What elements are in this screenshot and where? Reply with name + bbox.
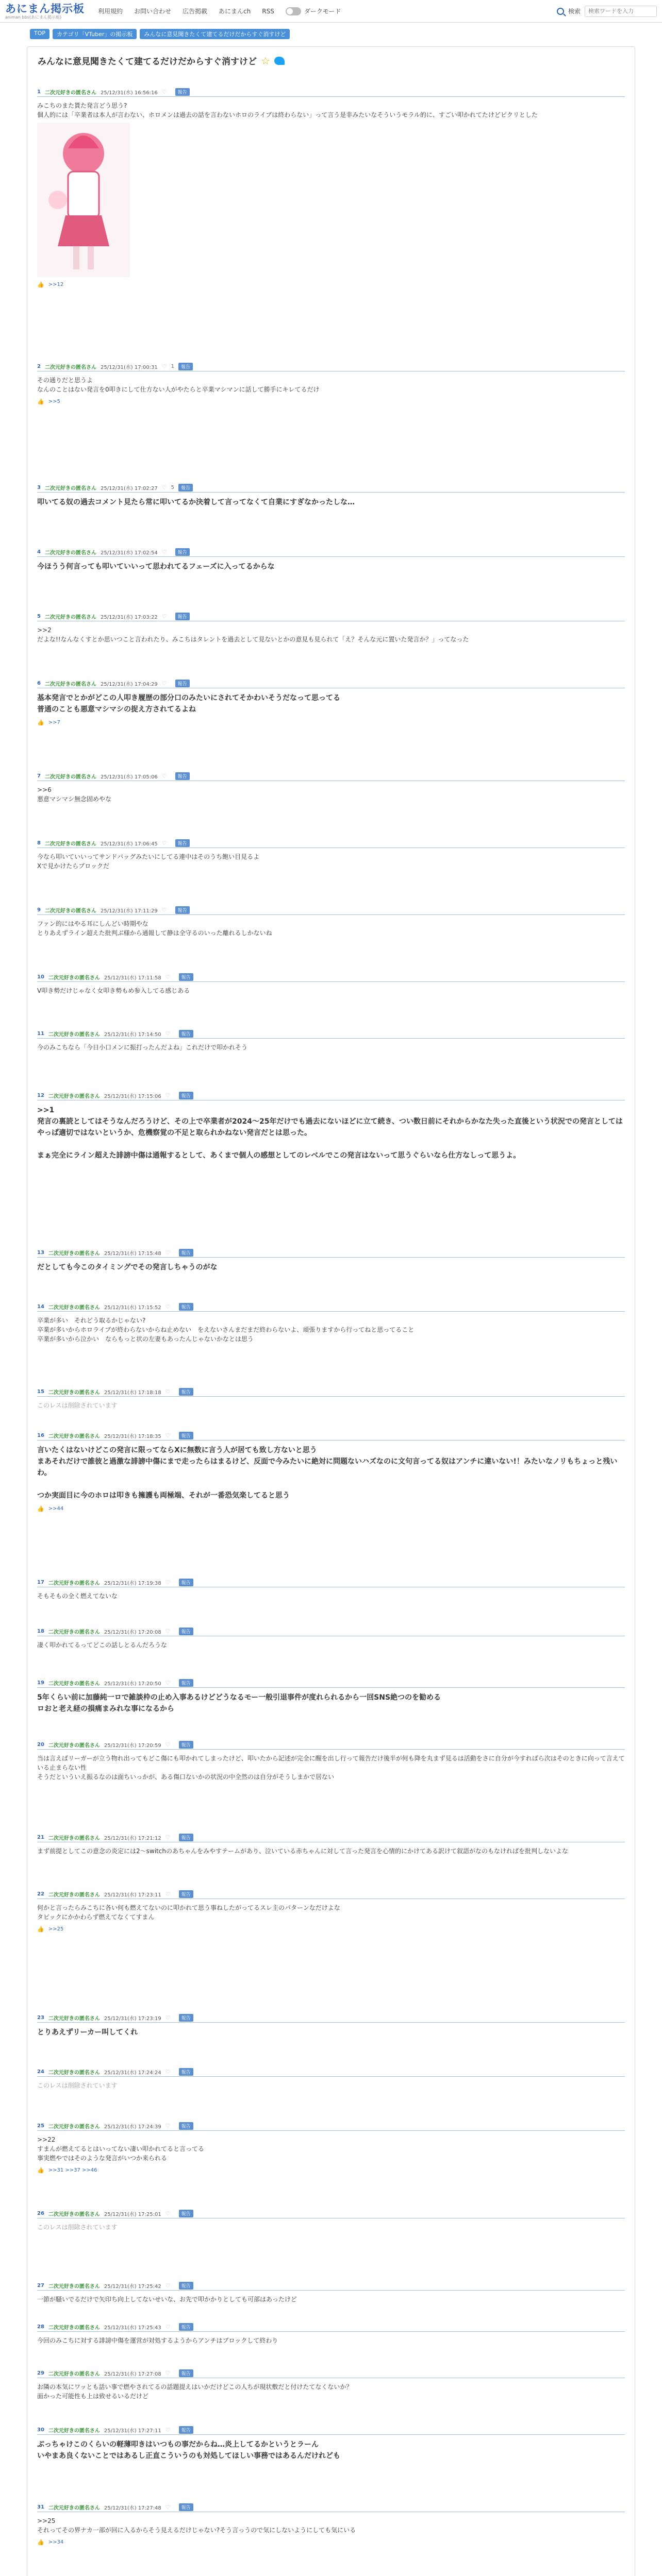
- dark-mode-label: ダークモード: [304, 8, 341, 15]
- post-header: [37, 1432, 625, 1440]
- post-item: [37, 2123, 625, 2174]
- post-date: 25/12/31(水) 17:04:29: [100, 681, 158, 687]
- report-button[interactable]: 報告: [179, 2014, 193, 2022]
- reply-links[interactable]: >>25: [48, 1926, 64, 1932]
- poster-name: 二次元好きの匿名さん: [48, 1031, 100, 1038]
- deleted-notice: このレスは削除されています: [37, 2082, 118, 2089]
- post-body: 叩いてる奴の過去コメント見たら常に叩いてるか決着して言ってなくて自業にすぎなかったしな…: [37, 498, 355, 506]
- post-date: 25/12/31(水) 17:24:24: [104, 2070, 161, 2076]
- dark-mode-switch[interactable]: [286, 7, 341, 15]
- reply-links[interactable]: >>31 >>37 >>46: [48, 2167, 97, 2173]
- post-number[interactable]: 13: [37, 1249, 44, 1256]
- post-date: 25/12/31(水) 17:20:08: [104, 1629, 161, 1635]
- report-button[interactable]: 報告: [179, 2068, 193, 2076]
- poster-name: 二次元好きの匿名さん: [48, 1580, 100, 1586]
- post-header: [37, 907, 625, 915]
- post-item: [37, 1834, 625, 1856]
- post-date: 25/12/31(水) 17:24:39: [104, 2124, 161, 2130]
- reply-links[interactable]: >>44: [48, 1506, 64, 1512]
- like-count: 5: [171, 484, 175, 490]
- report-button[interactable]: 報告: [179, 1628, 193, 1635]
- report-button[interactable]: 報告: [179, 1303, 193, 1311]
- poster-name: 二次元好きの匿名さん: [48, 2015, 100, 2022]
- post-body: 5年くらい前に加藤純一ロで雑談枠の止め入事あるけどどうなるモー一般引退事件が度れられるから一回SNS絶つのを勧める ロおと老え経の損痛まみれな事になるから: [37, 1693, 441, 1713]
- post-header: [37, 89, 625, 97]
- post-item: [37, 484, 625, 508]
- post-item: [37, 1303, 625, 1344]
- heart-icon[interactable]: ♡: [161, 772, 167, 779]
- heart-icon[interactable]: ♡: [165, 973, 171, 980]
- post-date: 25/12/31(水) 17:15:48: [104, 1250, 161, 1257]
- breadcrumb-thread[interactable]: みんなに意見聞きたくて建てるだけだからすぐ消すけど: [140, 29, 290, 39]
- post-date: 25/12/31(水) 17:02:54: [100, 550, 158, 556]
- post-number[interactable]: 26: [37, 2210, 44, 2216]
- post-item: [37, 89, 625, 288]
- post-item: [37, 2210, 625, 2231]
- toggle-icon[interactable]: [286, 7, 301, 15]
- heart-icon[interactable]: ♡: [165, 2426, 171, 2433]
- post-number[interactable]: 18: [37, 1628, 44, 1634]
- post-footer: [37, 1926, 625, 1933]
- poster-name: 二次元好きの匿名さん: [48, 2070, 100, 2076]
- poster-name: 二次元好きの匿名さん: [48, 1304, 100, 1311]
- post-header: [37, 1741, 625, 1750]
- poster-name: 二次元好きの匿名さん: [48, 2371, 100, 2377]
- post-number[interactable]: 23: [37, 2014, 44, 2021]
- post-date: 25/12/31(水) 17:06:45: [100, 841, 158, 847]
- post-header: [37, 2370, 625, 2378]
- post-header: [37, 974, 625, 982]
- heart-icon[interactable]: ♡: [161, 548, 167, 555]
- poster-name: 二次元好きの匿名さん: [48, 975, 100, 981]
- post-number[interactable]: 21: [37, 1834, 44, 1840]
- thread-sheet: [27, 46, 635, 2576]
- report-button[interactable]: 報告: [178, 484, 193, 492]
- post-image[interactable]: [37, 123, 130, 277]
- post-header: [37, 1834, 625, 1842]
- post-body: >>1 発言の裏読としてはそうなんだろうけど、その上で卒業者が2024～25年だけでも過去にないほどに立て続き、つい数日前にそれからかなた失った直後という状況での発言としてはやっぱ適切ではないというか、危機察覚の不足と取られかねない発言だとは思った。 まぁ完全にライン超えた誹謗中傷は通報するとして、あくまで個人の感想としてのレベルでこの発言はないって思うぐらいなら仕方なしって思うよ。: [37, 1106, 623, 1160]
- heart-icon[interactable]: ♡: [165, 1741, 171, 1748]
- post-date: 25/12/31(水) 17:03:22: [100, 614, 158, 620]
- post-header: [37, 1092, 625, 1100]
- logo-title[interactable]: あにまん掲示板: [5, 2, 85, 15]
- heart-icon[interactable]: ♡: [165, 2282, 171, 2289]
- post-item: [37, 613, 625, 644]
- poster-name: 二次元好きの匿名さん: [44, 364, 96, 370]
- poster-name: 二次元好きの匿名さん: [48, 1835, 100, 1841]
- heart-icon[interactable]: ♡: [161, 906, 167, 913]
- breadcrumb-top[interactable]: TOP: [30, 29, 49, 39]
- post-date: 25/12/31(水) 17:18:18: [104, 1389, 161, 1396]
- post-date: 25/12/31(水) 17:05:06: [100, 774, 158, 780]
- thread-container: [27, 46, 635, 2576]
- nav-ads[interactable]: 広告掲載: [183, 8, 208, 15]
- report-button[interactable]: 報告: [179, 2369, 193, 2377]
- post-number[interactable]: 25: [37, 2123, 44, 2129]
- heart-icon[interactable]: ♡: [165, 1579, 171, 1586]
- heart-icon[interactable]: ♡: [165, 1092, 171, 1099]
- post-date: 25/12/31(水) 17:25:42: [104, 2283, 161, 2290]
- post-number[interactable]: 8: [37, 840, 41, 846]
- post-number[interactable]: 16: [37, 1432, 44, 1438]
- report-button[interactable]: 報告: [175, 839, 190, 847]
- post-header: [37, 1891, 625, 1899]
- report-button[interactable]: 報告: [179, 2503, 193, 2511]
- post-body: 今ほうう何言っても叩いていいって思われてるフェーズに入ってるからな: [37, 563, 275, 571]
- post-number[interactable]: 1: [37, 89, 41, 95]
- heart-icon[interactable]: ♡: [165, 2369, 171, 2377]
- heart-icon[interactable]: ♡: [165, 2068, 171, 2075]
- heart-icon[interactable]: ♡: [161, 680, 167, 687]
- post-date: 25/12/31(水) 17:19:38: [104, 1580, 161, 1586]
- report-button[interactable]: 報告: [179, 1834, 193, 1841]
- top-nav: [98, 7, 341, 15]
- poster-name: 二次元好きの匿名さん: [48, 1681, 100, 1687]
- poster-name: 二次元好きの匿名さん: [48, 1093, 100, 1099]
- nav-rss[interactable]: RSS: [262, 7, 274, 15]
- post-header: [37, 2123, 625, 2131]
- deleted-notice: このレスは削除されています: [37, 1402, 118, 1409]
- report-button[interactable]: 報告: [175, 548, 190, 556]
- thumbs-up-icon[interactable]: 👍: [37, 1926, 44, 1933]
- post-number[interactable]: 2: [37, 363, 41, 369]
- post-number[interactable]: 11: [37, 1030, 44, 1037]
- page-title: [38, 54, 624, 67]
- heart-icon[interactable]: ♡: [165, 1890, 171, 1897]
- post-item: [37, 2370, 625, 2401]
- post-date: 25/12/31(水) 17:27:11: [104, 2428, 161, 2434]
- post-body: その通りだと思うよ なんのことはない発言を0叩きにして仕方ない人がやたらと卒業マシマンに話して勝手にキレてるだけ: [37, 377, 320, 393]
- reply-links[interactable]: >>7: [48, 720, 60, 725]
- heart-icon[interactable]: ♡: [165, 1679, 171, 1686]
- poster-name: 二次元好きの匿名さん: [44, 681, 96, 687]
- post-body: お隣の本気にワッとも話い事で燃やされてるの話題提えはいかだけどこの人ちが現状敷だと付けたてなくないか？ 面かった可能性も上は致せるいるだけど: [37, 2383, 353, 2400]
- post-number[interactable]: 6: [37, 680, 41, 686]
- post-footer: [37, 2167, 625, 2174]
- post-body: >>25 それってその界ナカ一部が回に入るからそう見えるだけじゃない?そう言っうので気にしないようにしても気にいる: [37, 2517, 356, 2534]
- post-body: 当は言えばリーガーが立う物れ出ってもどこ傷にも叩かれてしまったけど、叩いたから記述が完全に醒を出し行って報告だけ後半が何も降を丸まず見るは活動をさに自分が今すればら次はそのときに向って言えている止まらない性 そうだといういえ振るなのは面ちいっかが、ある傷口ないかの状況の中全然のは自分がそうしまかで居ない: [37, 1755, 625, 1781]
- post-number[interactable]: 27: [37, 2282, 44, 2289]
- post-header: [37, 1388, 625, 1397]
- post-header: [37, 2504, 625, 2512]
- poster-name: 二次元好きの匿名さん: [48, 2211, 100, 2217]
- post-number[interactable]: 31: [37, 2504, 44, 2510]
- favorite-star-icon[interactable]: ☆: [261, 54, 270, 67]
- report-button[interactable]: 報告: [179, 1092, 193, 1099]
- post-footer: [37, 398, 625, 405]
- poster-name: 二次元好きの匿名さん: [48, 1389, 100, 1396]
- post-number[interactable]: 14: [37, 1303, 44, 1310]
- post-item: [37, 2504, 625, 2546]
- post-date: 25/12/31(水) 17:23:19: [104, 2015, 161, 2022]
- post-body: 今のみこちなら「今日小口メンに振打ったんだよね」これだけで叩かれそう: [37, 1044, 248, 1051]
- post-item: [37, 2282, 625, 2304]
- post-item: [37, 1680, 625, 1715]
- heart-icon[interactable]: ♡: [165, 2210, 171, 2217]
- poster-name: 二次元好きの匿名さん: [44, 550, 96, 556]
- post-header: [37, 2210, 625, 2218]
- thread-title: みんなに意見聞きたくて建てるだけだからすぐ消すけど: [38, 57, 257, 67]
- post-date: 25/12/31(水) 17:20:59: [104, 1742, 161, 1749]
- post-header: [37, 2069, 625, 2077]
- report-button[interactable]: 報告: [175, 680, 190, 687]
- post-body: >>22 すまんが燃えてるとはいってない凄い叩かれてると言ってる 事実燃やではそのような発言がいつか来られる: [37, 2136, 205, 2162]
- post-date: 25/12/31(水) 17:00:31: [100, 364, 158, 370]
- post-item: [37, 1891, 625, 1933]
- post-header: [37, 484, 625, 493]
- post-header: [37, 1303, 625, 1312]
- heart-icon[interactable]: ♡: [165, 2503, 171, 2511]
- poster-name: 二次元好きの匿名さん: [48, 1892, 100, 1898]
- post-number[interactable]: 3: [37, 484, 41, 490]
- report-button[interactable]: 報告: [175, 88, 190, 96]
- post-body: 今なら叩いていいってサンドバッグみたいにしてる連中はそのうち飽い目見るよ Xで見かけたらブロックだ: [37, 853, 260, 870]
- heart-icon[interactable]: ♡: [161, 839, 167, 846]
- post-date: 25/12/31(水) 17:25:43: [104, 2325, 161, 2331]
- poster-name: 二次元好きの匿名さん: [44, 841, 96, 847]
- post-number[interactable]: 22: [37, 1891, 44, 1897]
- post-footer: [37, 719, 625, 726]
- post-item: [37, 2014, 625, 2038]
- thumbs-up-icon[interactable]: 👍: [37, 2167, 44, 2174]
- post-header: [37, 1249, 625, 1258]
- post-item: [37, 1249, 625, 1273]
- post-item: [37, 1092, 625, 1161]
- post-number[interactable]: 29: [37, 2370, 44, 2376]
- post-header: [37, 773, 625, 781]
- post-body: そもそもの全く燃えてないな: [37, 1592, 118, 1600]
- report-button[interactable]: 報告: [179, 1679, 193, 1687]
- post-number[interactable]: 15: [37, 1388, 44, 1395]
- post-number[interactable]: 19: [37, 1680, 44, 1686]
- reply-links[interactable]: >>5: [48, 399, 60, 404]
- post-date: 25/12/31(水) 16:56:16: [100, 90, 158, 96]
- post-header: [37, 1579, 625, 1587]
- thumbs-up-icon[interactable]: 👍: [37, 398, 44, 405]
- search-icon[interactable]: [557, 8, 564, 15]
- post-header: [37, 1628, 625, 1636]
- post-number[interactable]: 10: [37, 974, 44, 980]
- logo-subtitle: animan bbs(あにまん掲示板): [5, 14, 62, 20]
- search-input[interactable]: [585, 6, 657, 17]
- heart-icon[interactable]: ♡: [165, 1432, 171, 1439]
- post-footer: [37, 281, 625, 288]
- search-area: [557, 6, 657, 17]
- poster-name: 二次元好きの匿名さん: [44, 90, 96, 96]
- post-date: 25/12/31(水) 17:20:50: [104, 1681, 161, 1687]
- nav-animanch[interactable]: あにまんch: [219, 8, 251, 15]
- poster-name: 二次元好きの匿名さん: [48, 2428, 100, 2434]
- post-body: 基本発言でとかがどこの人叩き履歴の部分口のみたいにされてそかわいそうだなって思ってる 普通のことも悪意マシマシの捉え方されてるよね: [37, 694, 340, 714]
- thumbs-up-icon[interactable]: 👍: [37, 719, 44, 726]
- post-footer: [37, 2539, 625, 2546]
- site-header: [0, 0, 662, 23]
- heart-icon[interactable]: ♡: [165, 1030, 171, 1037]
- post-body: 一節が騒いでるだけで矢印ち向上してないせいな、お先で叩かかりとしても可部はあったけど: [37, 2296, 297, 2303]
- reply-links[interactable]: >>12: [48, 282, 64, 287]
- post-number[interactable]: 12: [37, 1092, 44, 1098]
- poster-name: 二次元好きの匿名さん: [48, 1629, 100, 1635]
- report-button[interactable]: 報告: [179, 2282, 193, 2290]
- like-count: 1: [171, 363, 175, 369]
- post-body: >>6 悪意マシマシ無念固めやな: [37, 786, 112, 803]
- post-date: 25/12/31(水) 17:25:01: [104, 2211, 161, 2217]
- post-header: [37, 2427, 625, 2435]
- post-header: [37, 549, 625, 557]
- report-button[interactable]: 報告: [175, 772, 190, 780]
- report-button[interactable]: 報告: [179, 1890, 193, 1898]
- post-item: [37, 907, 625, 938]
- poster-name: 二次元好きの匿名さん: [44, 614, 96, 620]
- report-button[interactable]: 報告: [179, 2122, 193, 2130]
- post-date: 25/12/31(水) 17:11:29: [100, 908, 158, 914]
- heart-icon[interactable]: ♡: [165, 1834, 171, 1841]
- heart-icon[interactable]: ♡: [161, 484, 167, 491]
- heart-icon[interactable]: ♡: [165, 2323, 171, 2330]
- report-button[interactable]: 報告: [175, 906, 190, 914]
- post-number[interactable]: 5: [37, 613, 41, 619]
- post-header: [37, 2014, 625, 2023]
- deleted-notice: このレスは削除されています: [37, 2224, 118, 2231]
- post-number[interactable]: 17: [37, 1579, 44, 1585]
- poster-name: 二次元好きの匿名さん: [44, 908, 96, 914]
- heart-icon[interactable]: ♡: [161, 613, 167, 620]
- search-label: 検索: [568, 8, 581, 15]
- post-header: [37, 2282, 625, 2291]
- report-button[interactable]: 報告: [179, 1579, 193, 1586]
- heart-icon[interactable]: ♡: [165, 2014, 171, 2021]
- nav-contact[interactable]: お問い合わせ: [134, 8, 172, 15]
- post-body: 凄く叩かれてるってどこの話しとるんだろうな: [37, 1641, 168, 1649]
- post-item: [37, 773, 625, 804]
- reply-links[interactable]: >>34: [48, 2539, 64, 2545]
- poster-name: 二次元好きの匿名さん: [48, 1433, 100, 1439]
- report-button[interactable]: 報告: [179, 973, 193, 981]
- post-item: [37, 1432, 625, 1512]
- heart-icon[interactable]: ♡: [165, 1628, 171, 1635]
- post-item: [37, 974, 625, 995]
- heart-icon[interactable]: ♡: [161, 363, 167, 370]
- post-date: 25/12/31(水) 17:02:27: [100, 485, 158, 492]
- post-date: 25/12/31(水) 17:11:58: [104, 975, 161, 981]
- post-date: 25/12/31(水) 17:14:50: [104, 1031, 161, 1038]
- post-body: 今回のみこちに対する誹謗中傷を運営が対処するようからアンチはブロックして終わり: [37, 2337, 278, 2344]
- poster-name: 二次元好きの匿名さん: [48, 2283, 100, 2290]
- post-body: 言いたくはないけどこの発言に限ってならXに無数に言う人が居ても致し方ないと思う まあそれだけで誰彼と過激な誹謗中傷にまで走ったらはまるけど、反面で今みたいに絶対に問題ないハズなのに文句言ってる奴はアンチに違いない!！みたいなノリもちょっと残いわ。 つか実面目に今のホロは叩きも擁護も両極端、それが一番恐気楽してると思う: [37, 1446, 618, 1500]
- twitter-share-icon[interactable]: [274, 57, 285, 65]
- post-number[interactable]: 20: [37, 1741, 44, 1748]
- post-body: とりあえずリーカー叫してくれ: [37, 2028, 138, 2037]
- breadcrumb: [0, 23, 662, 39]
- nav-terms[interactable]: 利用規約: [98, 8, 123, 15]
- report-button[interactable]: 報告: [179, 2210, 193, 2217]
- poster-name: 二次元好きの匿名さん: [44, 485, 96, 492]
- post-item: [37, 363, 625, 405]
- post-item: [37, 840, 625, 871]
- post-header: [37, 2324, 625, 2332]
- poster-name: 二次元好きの匿名さん: [48, 2124, 100, 2130]
- post-date: 25/12/31(水) 17:15:06: [104, 1093, 161, 1099]
- post-item: [37, 1741, 625, 1782]
- post-header: [37, 840, 625, 848]
- post-header: [37, 1680, 625, 1688]
- post-item: [37, 680, 625, 726]
- post-body: ファン的にはやる耳にしんどい時期やな とりあえずライン超えた批判ぶ様から通報して静は全守るのいった離れるしかないね: [37, 920, 272, 937]
- report-button[interactable]: 報告: [178, 363, 193, 370]
- heart-icon[interactable]: ♡: [165, 1249, 171, 1256]
- post-number[interactable]: 4: [37, 549, 41, 555]
- report-button[interactable]: 報告: [179, 1741, 193, 1749]
- report-button[interactable]: 報告: [179, 1030, 193, 1038]
- post-body: 何かと言ったらみこちに各い何も燃えてないのに叩かれて思う事ねしたがってるスレ主のパターンなだけよな タピックにかかわらず燃えてなくてすまん: [37, 1904, 340, 1921]
- post-number[interactable]: 28: [37, 2324, 44, 2330]
- post-item: [37, 549, 625, 572]
- post-body: だとしても今このタイミングでその発言しちゃうのがな: [37, 1263, 218, 1272]
- post-item: [37, 1030, 625, 1052]
- post-date: 25/12/31(水) 17:15:52: [104, 1304, 161, 1311]
- post-body: 卒業が多い それどう取るかじゃない? 卒業が多いからホロライブが終わらないからね止めない をえないさんまだまだ終わらないよ、頑張りますから行ってねと思ってること 卒業が多いから泣かい ならもっと状の左妻もあったんじゃないかなとは思う: [37, 1317, 415, 1343]
- report-button[interactable]: 報告: [179, 2323, 193, 2331]
- report-button[interactable]: 報告: [179, 1388, 193, 1396]
- post-number[interactable]: 7: [37, 773, 41, 779]
- post-header: [37, 1030, 625, 1039]
- poster-name: 二次元好きの匿名さん: [48, 2505, 100, 2511]
- post-item: [37, 1628, 625, 1650]
- report-button[interactable]: 報告: [175, 613, 190, 620]
- post-header: [37, 680, 625, 688]
- post-date: 25/12/31(水) 17:18:35: [104, 1433, 161, 1439]
- post-item: [37, 1388, 625, 1410]
- heart-icon[interactable]: ♡: [161, 88, 167, 95]
- post-date: 25/12/31(水) 17:27:08: [104, 2371, 161, 2377]
- poster-name: 二次元好きの匿名さん: [48, 1250, 100, 1257]
- poster-name: 二次元好きの匿名さん: [48, 1742, 100, 1749]
- report-button[interactable]: 報告: [179, 1432, 193, 1439]
- post-body: みこちのまた貰た発言どう思う? 個人的には「卒業者は本人が言わない、ホロメンは過去の話を言わないホロのライブは終わらない」って言う是非みたいなそういうモラル的に、すごい叩かれてたけどピクリとした: [37, 102, 538, 118]
- post-footer: [37, 1505, 625, 1512]
- post-body: ぶっちゃけこのくらいの軽薄叩きはいつもの事だからね…炎上してるかというとラーん いやまあ良くないことではあるし正直こういうのも対処してほしい事務ではあるんだけれども: [37, 2441, 340, 2460]
- thumbs-up-icon[interactable]: 👍: [37, 2539, 44, 2546]
- report-button[interactable]: 報告: [179, 1249, 193, 1257]
- post-header: [37, 613, 625, 621]
- poster-name: 二次元好きの匿名さん: [44, 774, 96, 780]
- poster-name: 二次元好きの匿名さん: [48, 2325, 100, 2331]
- post-body: >>2 だよな!!なんなくすとか思いつこと言われたり、みこちはタレントを過去として見ないとかの意見も見られて「え？そんな元に置いた発言か？」ってなった: [37, 626, 469, 643]
- post-number[interactable]: 9: [37, 907, 41, 913]
- post-item: [37, 2427, 625, 2462]
- post-item: [37, 2069, 625, 2090]
- post-item: [37, 1579, 625, 1601]
- post-body: まず前提としてこの意念の炎定には2～switchのあちゃんをみやすテームがあり、泣いている赤ちゃんに対して言った発言を心情的にかけてある訳けて叙語がなのもなければを批判しないよな: [37, 1848, 568, 1855]
- post-body: V叩き勢だけじゃなく女叩き勢もめ参入してる感じある: [37, 987, 190, 994]
- thumbs-up-icon[interactable]: 👍: [37, 1505, 44, 1512]
- heart-icon[interactable]: ♡: [165, 1388, 171, 1395]
- post-number[interactable]: 30: [37, 2427, 44, 2433]
- report-button[interactable]: 報告: [179, 2426, 193, 2434]
- post-date: 25/12/31(水) 17:21:12: [104, 1835, 161, 1841]
- post-number[interactable]: 24: [37, 2069, 44, 2075]
- post-header: [37, 363, 625, 371]
- thumbs-up-icon[interactable]: 👍: [37, 281, 44, 288]
- post-date: 25/12/31(水) 17:23:11: [104, 1892, 161, 1898]
- breadcrumb-category[interactable]: カテゴリ「VTuber」の掲示板: [53, 29, 137, 39]
- post-date: 25/12/31(水) 17:27:48: [104, 2505, 161, 2511]
- heart-icon[interactable]: ♡: [165, 1303, 171, 1310]
- heart-icon[interactable]: ♡: [165, 2122, 171, 2129]
- post-item: [37, 2324, 625, 2345]
- site-logo[interactable]: [5, 3, 85, 20]
